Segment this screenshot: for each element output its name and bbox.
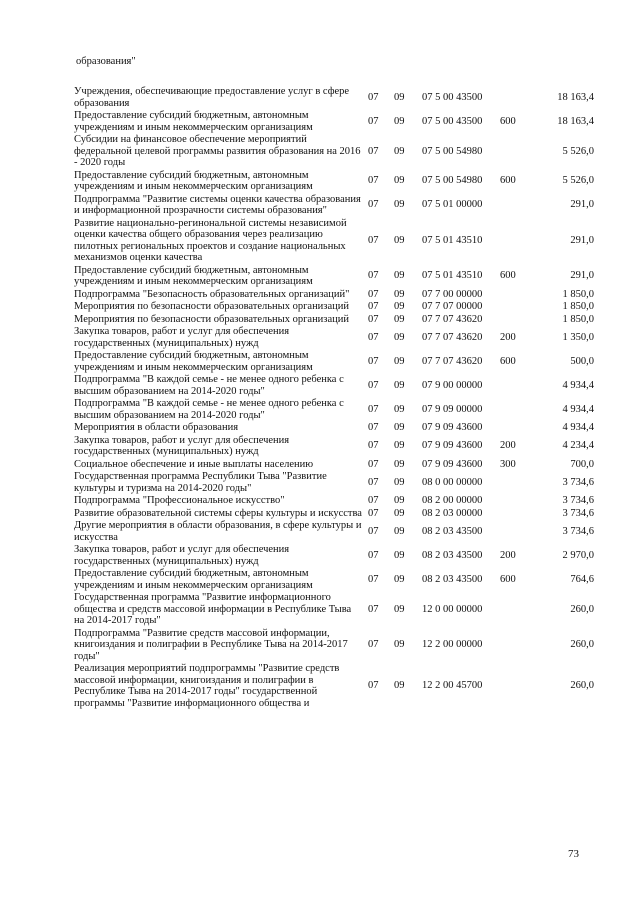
row-amount: 291,0 bbox=[570, 199, 594, 211]
row-target-article: 08 0 00 00000 bbox=[422, 476, 483, 488]
row-section: 07 bbox=[368, 175, 379, 187]
row-name: Предоставление субсидий бюджетным, автономным учреждениям и иным некоммерческим организациям bbox=[74, 568, 313, 591]
row-expense-type bbox=[500, 134, 540, 170]
row-section: 07 bbox=[368, 288, 379, 300]
row-name: Предоставление субсидий бюджетным, автономным учреждениям и иным некоммерческим организациям bbox=[74, 110, 313, 133]
table-row bbox=[74, 350, 594, 374]
row-expense-type bbox=[500, 422, 540, 435]
row-name: Мероприятия по безопасности образовательных организаций bbox=[74, 301, 349, 312]
row-amount: 3 734,6 bbox=[562, 507, 594, 519]
row-subsection: 09 bbox=[394, 331, 405, 343]
row-subsection: 09 bbox=[394, 458, 405, 470]
row-name: Подпрограмма "Развитие средств массовой информации, книгоиздания и полиграфии в Республике Тыва на 2014-2017 годы" bbox=[74, 627, 348, 662]
row-expense-type: 600 bbox=[500, 175, 516, 187]
row-expense-type bbox=[500, 194, 540, 218]
row-target-article: 07 9 09 00000 bbox=[422, 403, 483, 415]
row-amount: 4 934,4 bbox=[562, 379, 594, 391]
row-target-article: 12 2 00 00000 bbox=[422, 639, 483, 650]
row-subsection: 09 bbox=[394, 603, 405, 615]
row-target-article: 07 7 07 00000 bbox=[422, 301, 483, 312]
row-subsection: 09 bbox=[394, 525, 405, 537]
row-target-article: 07 7 07 43620 bbox=[422, 355, 483, 367]
row-target-article: 08 2 03 00000 bbox=[422, 507, 483, 519]
row-amount: 18 163,4 bbox=[557, 91, 594, 103]
row-subsection: 09 bbox=[394, 507, 405, 519]
row-name: Подпрограмма "Развитие системы оценки качества образования и информационной прозрачности системы образования" bbox=[74, 193, 361, 216]
row-name: Предоставление субсидий бюджетным, автономным учреждениям и иным некоммерческим организациям bbox=[74, 350, 313, 373]
row-amount: 18 163,4 bbox=[557, 115, 594, 127]
table-row bbox=[74, 134, 594, 170]
row-expense-type bbox=[500, 314, 540, 327]
row-expense-type bbox=[500, 471, 540, 495]
row-subsection: 09 bbox=[394, 313, 405, 325]
row-target-article: 07 5 01 43510 bbox=[422, 270, 483, 282]
row-expense-type: 200 bbox=[500, 549, 516, 561]
table-row bbox=[74, 218, 594, 265]
row-amount: 5 526,0 bbox=[562, 175, 594, 187]
row-name: Подпрограмма "В каждой семье - не менее одного ребенка с высшим образованием на 2014-2020 годы" bbox=[74, 374, 344, 397]
table-row bbox=[74, 508, 594, 521]
row-target-article: 12 0 00 00000 bbox=[422, 603, 483, 615]
row-expense-type bbox=[500, 592, 540, 628]
row-section: 07 bbox=[368, 145, 379, 157]
row-target-article: 12 2 00 45700 bbox=[422, 680, 483, 692]
row-section: 07 bbox=[368, 301, 379, 312]
row-amount: 4 234,4 bbox=[562, 440, 594, 452]
row-expense-type bbox=[500, 218, 540, 265]
row-target-article: 07 7 00 00000 bbox=[422, 288, 483, 300]
row-subsection: 09 bbox=[394, 301, 405, 312]
row-name: Подпрограмма "Безопасность образовательных организаций" bbox=[74, 288, 350, 300]
row-section: 07 bbox=[368, 639, 379, 650]
table-row bbox=[74, 520, 594, 544]
table-row bbox=[74, 398, 594, 422]
table-row bbox=[74, 435, 594, 459]
row-name: Реализация мероприятий подпрограммы "Развитие средств массовой информации, книгоиздания и полиграфии в Республике Тыва на 2014-2017 годы" государственной программы "Развитие информационного общества и bbox=[74, 663, 340, 709]
row-section: 07 bbox=[368, 495, 379, 506]
row-expense-type bbox=[500, 86, 540, 110]
row-name: Подпрограмма "В каждой семье - не менее одного ребенка с высшим образованием на 2014-2020 годы" bbox=[74, 398, 344, 421]
row-section: 07 bbox=[368, 440, 379, 452]
table-row bbox=[74, 422, 594, 435]
row-amount: 291,0 bbox=[570, 270, 594, 282]
row-section: 07 bbox=[368, 270, 379, 282]
table-row bbox=[74, 86, 594, 110]
row-name: Закупка товаров, работ и услуг для обеспечения государственных (муниципальных) нужд bbox=[74, 326, 290, 349]
row-subsection: 09 bbox=[394, 379, 405, 391]
row-section: 07 bbox=[368, 680, 379, 692]
row-subsection: 09 bbox=[394, 199, 405, 211]
row-amount: 1 850,0 bbox=[562, 288, 594, 300]
row-section: 07 bbox=[368, 507, 379, 519]
row-expense-type bbox=[500, 398, 540, 422]
row-expense-type bbox=[500, 520, 540, 544]
row-subsection: 09 bbox=[394, 549, 405, 561]
table-row bbox=[74, 459, 594, 472]
row-expense-type bbox=[500, 495, 540, 508]
row-subsection: 09 bbox=[394, 270, 405, 282]
row-section: 07 bbox=[368, 91, 379, 103]
row-name: Субсидии на финансовое обеспечение мероприятий федеральной целевой программы развития образования на 2016 - 2020 годы bbox=[74, 134, 361, 168]
table-row bbox=[74, 110, 594, 134]
budget-table-body bbox=[74, 86, 594, 710]
row-target-article: 07 5 00 43500 bbox=[422, 91, 483, 103]
row-section: 07 bbox=[368, 422, 379, 433]
table-row bbox=[74, 374, 594, 398]
table-row bbox=[74, 495, 594, 508]
row-target-article: 07 7 07 43620 bbox=[422, 313, 483, 325]
row-amount: 3 734,6 bbox=[562, 476, 594, 488]
row-expense-type bbox=[500, 663, 540, 710]
row-target-article: 07 9 00 00000 bbox=[422, 379, 483, 391]
row-section: 07 bbox=[368, 573, 379, 585]
row-expense-type: 600 bbox=[500, 355, 516, 367]
row-section: 07 bbox=[368, 476, 379, 488]
row-name: Закупка товаров, работ и услуг для обеспечения государственных (муниципальных) нужд bbox=[74, 544, 290, 567]
row-expense-type bbox=[500, 289, 540, 302]
row-amount: 500,0 bbox=[570, 355, 594, 367]
row-expense-type: 600 bbox=[500, 573, 516, 585]
row-name: Предоставление субсидий бюджетным, автономным учреждениям и иным некоммерческим организациям bbox=[74, 264, 313, 287]
row-section: 07 bbox=[368, 115, 379, 127]
row-section: 07 bbox=[368, 331, 379, 343]
row-amount: 1 850,0 bbox=[562, 301, 594, 312]
row-target-article: 07 9 09 43600 bbox=[422, 458, 483, 470]
table-row bbox=[74, 628, 594, 664]
row-section: 07 bbox=[368, 199, 379, 211]
row-amount: 291,0 bbox=[570, 234, 594, 246]
row-subsection: 09 bbox=[394, 288, 405, 300]
table-row bbox=[74, 170, 594, 194]
row-target-article: 07 5 01 00000 bbox=[422, 199, 483, 211]
row-expense-type: 300 bbox=[500, 458, 516, 470]
row-name: Развитие образовательной системы сферы культуры и искусства bbox=[74, 507, 362, 519]
table-row bbox=[74, 326, 594, 350]
row-subsection: 09 bbox=[394, 573, 405, 585]
row-subsection: 09 bbox=[394, 355, 405, 367]
row-section: 07 bbox=[368, 549, 379, 561]
row-subsection: 09 bbox=[394, 91, 405, 103]
row-section: 07 bbox=[368, 525, 379, 537]
row-subsection: 09 bbox=[394, 476, 405, 488]
row-section: 07 bbox=[368, 458, 379, 470]
row-subsection: 09 bbox=[394, 440, 405, 452]
table-row bbox=[74, 265, 594, 289]
row-target-article: 07 5 00 54980 bbox=[422, 145, 483, 157]
row-amount: 4 934,4 bbox=[562, 422, 594, 433]
row-expense-type bbox=[500, 374, 540, 398]
row-target-article: 07 5 00 54980 bbox=[422, 175, 483, 187]
row-expense-type: 200 bbox=[500, 331, 516, 343]
row-target-article: 08 2 03 43500 bbox=[422, 525, 483, 537]
row-subsection: 09 bbox=[394, 639, 405, 650]
row-name: Подпрограмма "Профессиональное искусство" bbox=[74, 495, 285, 506]
row-name: Социальное обеспечение и иные выплаты населению bbox=[74, 458, 314, 470]
page-number: 73 bbox=[568, 848, 579, 860]
row-target-article: 08 2 00 00000 bbox=[422, 495, 483, 506]
row-subsection: 09 bbox=[394, 234, 405, 246]
table-row bbox=[74, 568, 594, 592]
row-subsection: 09 bbox=[394, 495, 405, 506]
continued-text: образования" bbox=[76, 56, 136, 67]
row-amount: 700,0 bbox=[570, 458, 594, 470]
row-target-article: 07 5 01 43510 bbox=[422, 234, 483, 246]
row-section: 07 bbox=[368, 403, 379, 415]
row-amount: 1 850,0 bbox=[562, 313, 594, 325]
table-row bbox=[74, 592, 594, 628]
row-name: Предоставление субсидий бюджетным, автономным учреждениям и иным некоммерческим организациям bbox=[74, 169, 313, 192]
row-amount: 260,0 bbox=[570, 639, 594, 650]
row-target-article: 07 5 00 43500 bbox=[422, 115, 483, 127]
row-amount: 260,0 bbox=[570, 680, 594, 692]
row-target-article: 07 9 09 43600 bbox=[422, 422, 483, 433]
row-amount: 3 734,6 bbox=[562, 525, 594, 537]
table-row bbox=[74, 663, 594, 710]
row-expense-type: 600 bbox=[500, 270, 516, 282]
row-section: 07 bbox=[368, 313, 379, 325]
row-subsection: 09 bbox=[394, 115, 405, 127]
row-amount: 4 934,4 bbox=[562, 403, 594, 415]
row-section: 07 bbox=[368, 603, 379, 615]
row-expense-type bbox=[500, 508, 540, 521]
row-section: 07 bbox=[368, 379, 379, 391]
row-name: Учреждения, обеспечивающие предоставление услуг в сфере образования bbox=[74, 86, 350, 109]
row-subsection: 09 bbox=[394, 422, 405, 433]
table-row bbox=[74, 301, 594, 314]
row-section: 07 bbox=[368, 234, 379, 246]
row-subsection: 09 bbox=[394, 175, 405, 187]
row-amount: 1 350,0 bbox=[562, 331, 594, 343]
row-subsection: 09 bbox=[394, 680, 405, 692]
row-subsection: 09 bbox=[394, 145, 405, 157]
row-target-article: 08 2 03 43500 bbox=[422, 549, 483, 561]
table-row bbox=[74, 544, 594, 568]
row-name: Закупка товаров, работ и услуг для обеспечения государственных (муниципальных) нужд bbox=[74, 434, 290, 457]
budget-table bbox=[74, 86, 594, 710]
row-target-article: 07 7 07 43620 bbox=[422, 331, 483, 343]
row-name: Мероприятия по безопасности образовательных организаций bbox=[74, 313, 349, 325]
row-expense-type: 200 bbox=[500, 440, 516, 452]
table-row bbox=[74, 194, 594, 218]
row-amount: 5 526,0 bbox=[562, 145, 594, 157]
table-row bbox=[74, 471, 594, 495]
row-expense-type bbox=[500, 301, 540, 314]
row-amount: 3 734,6 bbox=[562, 495, 594, 506]
row-name: Государственная программа "Развитие информационного общества и средств массовой информации в Республике Тыва на 2014-2017 годы" bbox=[74, 592, 352, 626]
row-amount: 2 970,0 bbox=[562, 549, 594, 561]
row-target-article: 07 9 09 43600 bbox=[422, 440, 483, 452]
row-name: Развитие национально-регинональной системы независимой оценки качества общего образования через реализацию пилотных региональных проектов и создание национальных механизмов оценки качества bbox=[74, 217, 347, 263]
row-amount: 260,0 bbox=[570, 603, 594, 615]
row-name: Другие мероприятия в области образования, в сфере культуры и искусства bbox=[74, 520, 362, 543]
row-section: 07 bbox=[368, 355, 379, 367]
row-expense-type: 600 bbox=[500, 115, 516, 127]
row-amount: 764,6 bbox=[570, 573, 594, 585]
row-name: Государственная программа Республики Тыва "Развитие культуры и туризма на 2014-2020 годы" bbox=[74, 471, 327, 494]
row-expense-type bbox=[500, 628, 540, 664]
table-row bbox=[74, 314, 594, 327]
row-target-article: 08 2 03 43500 bbox=[422, 573, 483, 585]
table-row bbox=[74, 289, 594, 302]
row-subsection: 09 bbox=[394, 403, 405, 415]
row-name: Мероприятия в области образования bbox=[74, 422, 239, 433]
